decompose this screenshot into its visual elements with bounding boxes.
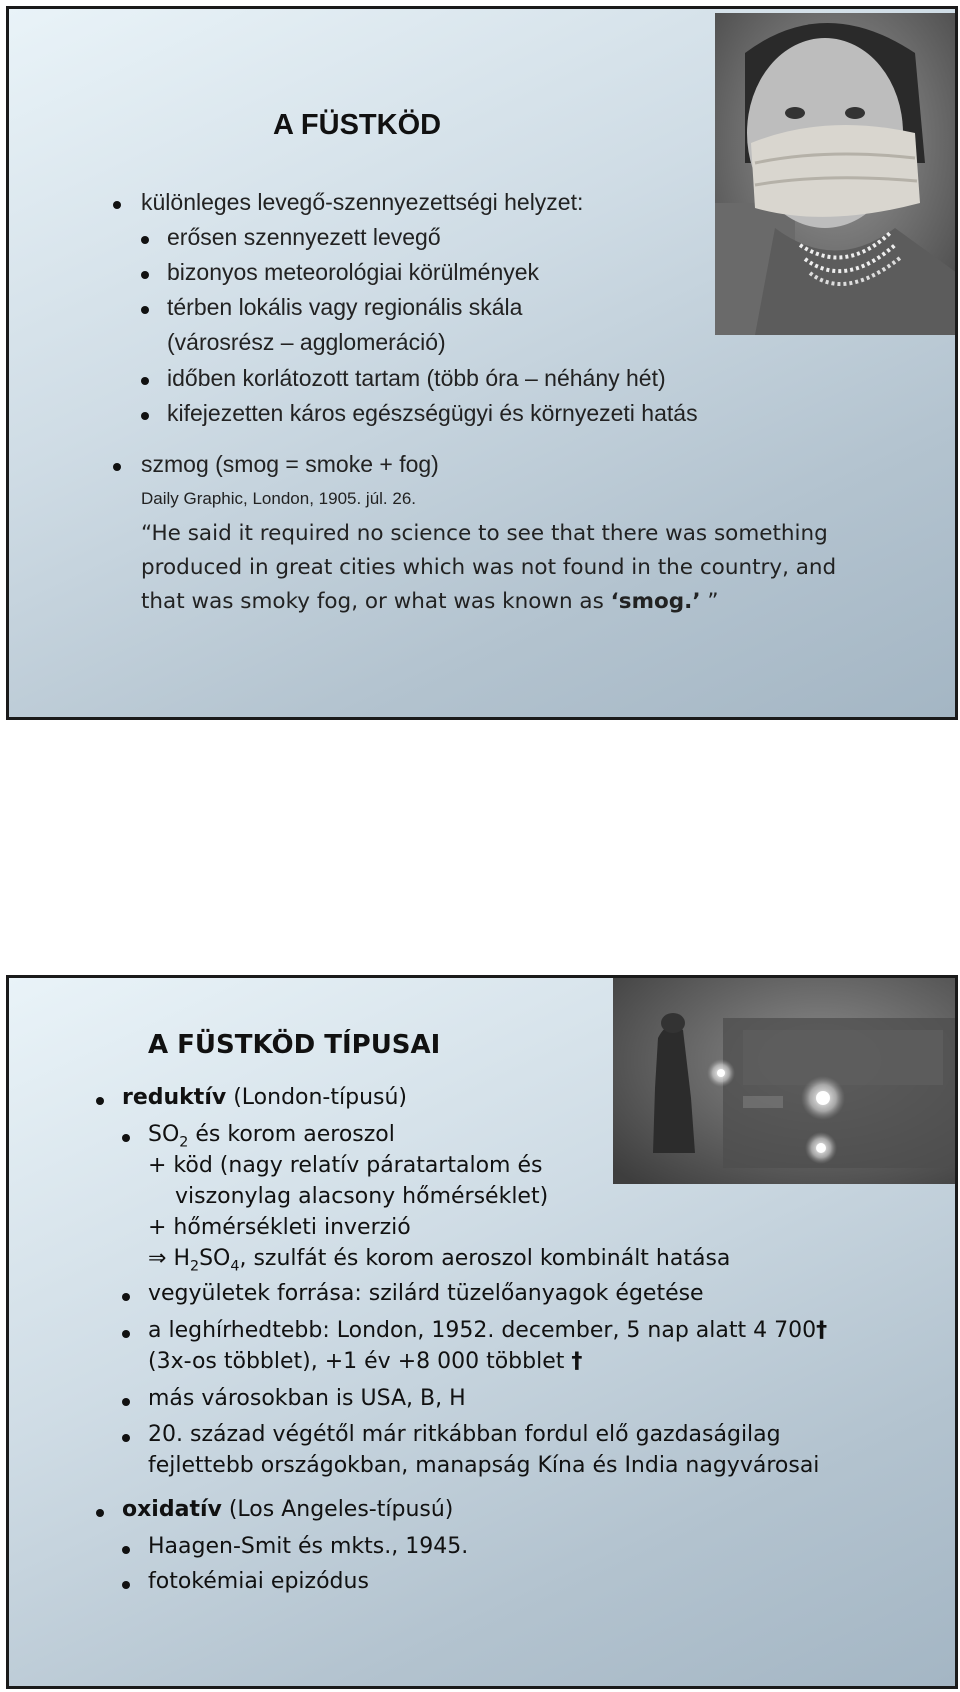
text-line: + köd (nagy relatív páratartalom és (148, 1153, 543, 1178)
oxidativ-item (96, 1497, 453, 1522)
list-item (122, 1318, 827, 1343)
list-item-text: vegyületek forrása: szilárd tüzelőanyagok égetése (148, 1281, 704, 1306)
oxidativ-subtitle: (Los Angeles-típusú) (221, 1497, 454, 1522)
list-item (122, 1386, 466, 1411)
list-item (122, 1569, 369, 1594)
list-item (141, 400, 698, 427)
smog-item (113, 451, 439, 478)
text-line: + hőmérsékleti inverzió (148, 1215, 411, 1240)
bullet-icon (141, 306, 149, 314)
close-quote: ” (707, 589, 719, 614)
h2so4-line: ⇒ $H_2SO_4$, szulfát és korom aeroszol kombinált hatása (148, 1246, 731, 1275)
bullet-icon (96, 1509, 104, 1517)
bullet-icon (141, 271, 149, 279)
bullet-icon (122, 1546, 130, 1554)
slide-fustkod-tipusai (6, 975, 958, 1689)
list-item-text: fotokémiai epizódus (148, 1569, 369, 1594)
list-item (122, 1422, 781, 1447)
open-quote: “ (141, 521, 152, 546)
implies-icon: ⇒ (148, 1246, 167, 1271)
slide-title: A FÜSTKÖD TÍPUSAI (148, 1030, 441, 1060)
text-line: viszonylag alacsony hőmérséklet) (175, 1184, 549, 1209)
bullet-icon (113, 463, 121, 471)
so2-text: SO (148, 1122, 180, 1147)
bullet-icon (122, 1434, 130, 1442)
text-line: fejlettebb országokban, manapság Kína és India nagyvárosai (148, 1453, 820, 1478)
intro-text: különleges levegő-szennyezettségi helyzet: (141, 189, 584, 215)
bullet-icon (122, 1134, 130, 1142)
list-item (122, 1534, 468, 1559)
dagger-icon: † (571, 1349, 583, 1374)
foggy-street-photo (613, 978, 958, 1184)
list-item (122, 1122, 395, 1150)
list-item-text: más városokban is USA, B, H (148, 1386, 466, 1411)
bullet-icon (122, 1398, 130, 1406)
list-item-text: 20. század végétől már ritkábban fordul elő gazdaságilag (148, 1422, 781, 1447)
smog-heading: szmog (smog = smoke + fog) (141, 451, 439, 477)
reduktiv-subtitle: (London-típusú) (226, 1085, 408, 1110)
reduktiv-term: reduktív (122, 1085, 227, 1110)
quote-source: Daily Graphic, London, 1905. júl. 26. (141, 489, 417, 508)
slide-fustkod (6, 6, 958, 720)
list-item-text: kifejezetten káros egészségügyi és környezeti hatás (167, 400, 698, 426)
intro-item (113, 189, 583, 216)
list-item-text: bizonyos meteorológiai körülmények (167, 259, 540, 285)
masked-woman-photo (715, 13, 957, 335)
reduktiv-item (96, 1085, 407, 1110)
text-line: (3x-os többlet), +1 év +8 000 többlet (148, 1349, 572, 1374)
list-item-text: erősen szennyezett levegő (167, 224, 441, 250)
bullet-icon (141, 236, 149, 244)
list-item (122, 1281, 704, 1306)
subscript: 4 (230, 1258, 240, 1275)
bullet-icon (96, 1097, 104, 1105)
quote-line: that was smoky fog, or what was known as (141, 589, 611, 614)
bullet-icon (113, 201, 121, 209)
bullet-icon (141, 412, 149, 420)
list-item (141, 259, 539, 286)
subscript: 2 (189, 1258, 200, 1275)
slide-title: A FÜSTKÖD (273, 109, 442, 141)
bullet-icon (122, 1330, 130, 1338)
quote-line: produced in great cities which was not found in the country, and (141, 555, 837, 580)
bullet-icon (122, 1293, 130, 1301)
list-item (141, 224, 441, 251)
list-item-text: térben lokális vagy regionális skála (167, 294, 523, 320)
bullet-icon (141, 377, 149, 385)
quote-block (141, 517, 836, 619)
list-item (141, 294, 522, 321)
bullet-icon (122, 1581, 130, 1589)
subscript: 2 (179, 1134, 189, 1151)
list-item-text: Haagen-Smit és mkts., 1945. (148, 1534, 469, 1559)
list-item-text: időben korlátozott tartam (több óra – néhány hét) (167, 365, 666, 391)
so2-rest: és korom aeroszol (188, 1122, 395, 1147)
dagger-icon: † (816, 1318, 828, 1343)
quote-line: He said it required no science to see that there was something (151, 521, 828, 546)
list-item (141, 365, 666, 392)
list-item-text: a leghírhedtebb: London, 1952. december, 5 nap alatt 4 700 (148, 1318, 817, 1343)
list-item-continuation: (városrész – agglomeráció) (167, 329, 446, 355)
smog-term: ‘smog.’ (610, 589, 701, 614)
oxidativ-term: oxidatív (122, 1497, 222, 1522)
